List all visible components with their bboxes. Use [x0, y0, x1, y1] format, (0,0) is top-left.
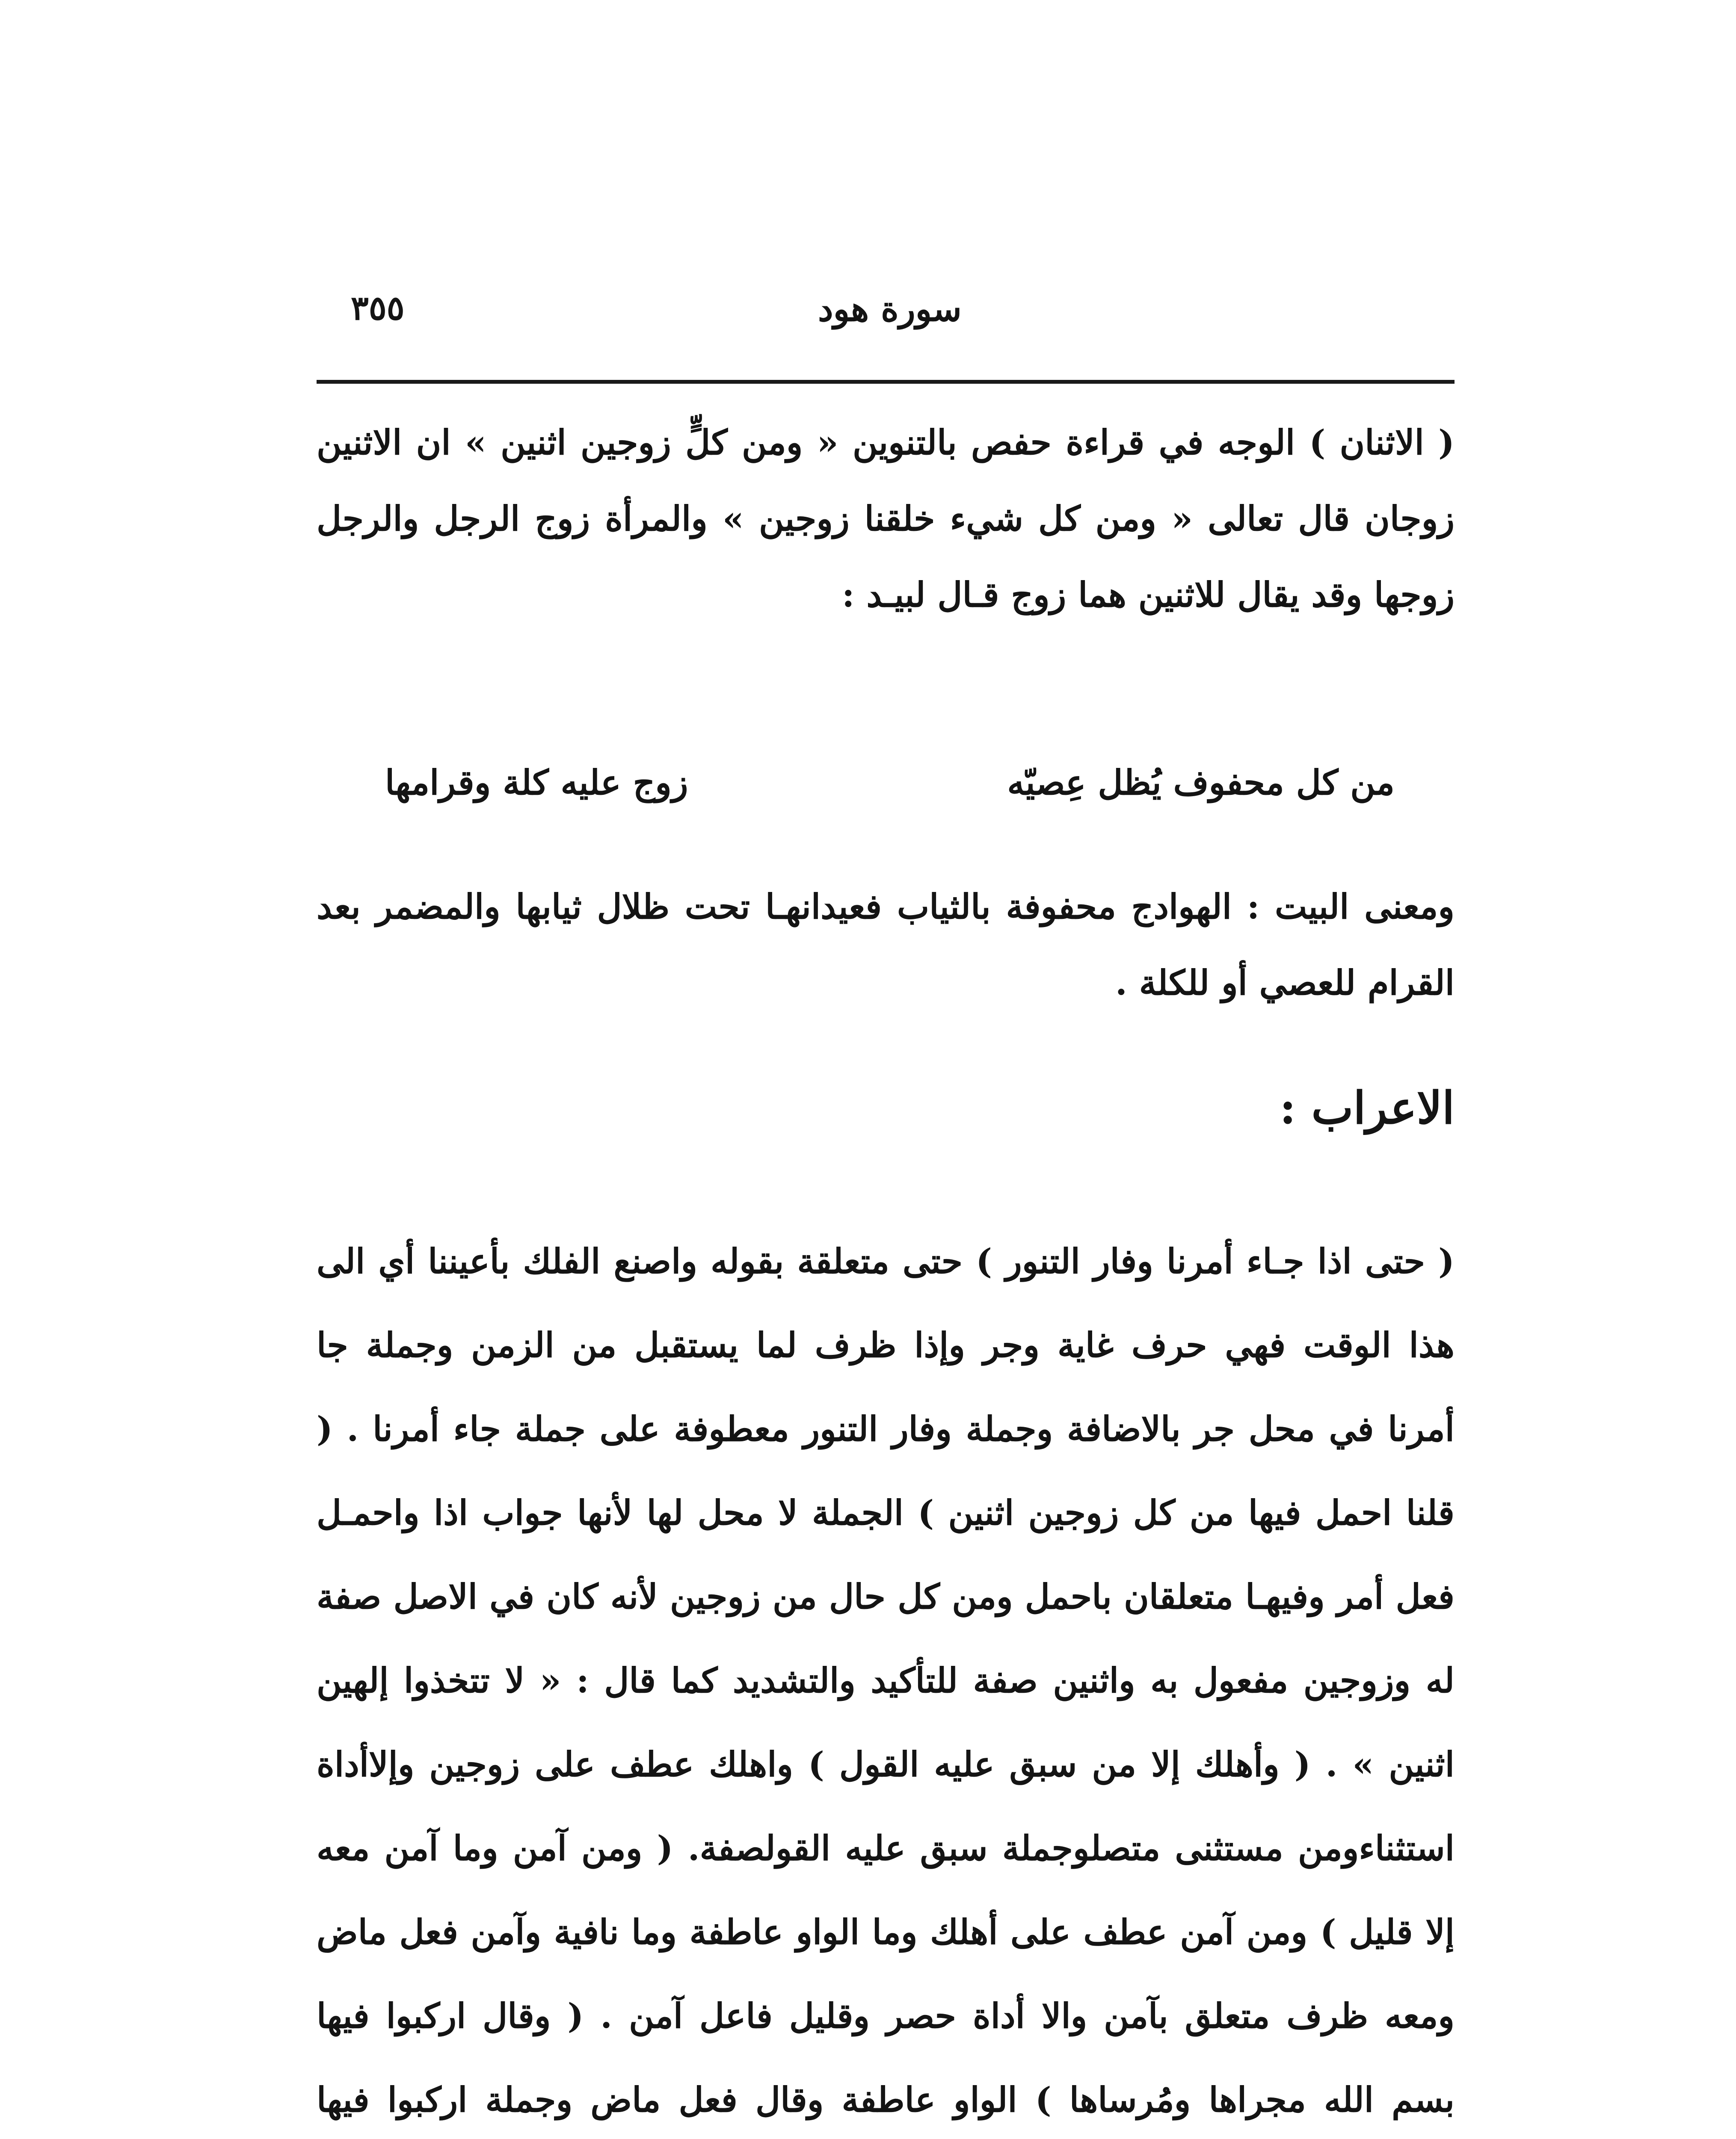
irab-heading: الاعراب :	[1279, 1081, 1455, 1134]
verse-second-hemistich: زوج عليه كلة وقرامها	[385, 762, 688, 803]
verse-first-hemistich: من كل محفوف يُظل عِصيّه	[1007, 762, 1395, 803]
header-divider	[317, 380, 1455, 384]
meaning-paragraph	[317, 868, 1455, 1021]
definition-text: ( الاثنان ) الوجه في قراءة حفص بالتنوين « ومن كلٍّ زوجين اثنين » ان الاثنين زوجان قال تعالى « ومن كل شيء خلقنا زوجين » والمرأة زوج الرجل والرجل زوجها وقد يقال للاثنين هما زوج قـال لبيـد :	[317, 422, 1455, 615]
page-number: ٣٥٥	[351, 289, 405, 328]
definition-paragraph	[317, 404, 1455, 633]
page-header	[325, 280, 1455, 353]
meaning-text: ومعنى البيت : الهوادج محفوفة بالثياب فعيدانهـا تحت ظلال ثيابها والمضمر بعد القرام للعصي أو للكلة .	[317, 886, 1455, 1003]
irab-paragraph	[317, 1219, 1455, 2139]
surah-title: سورة هود	[818, 289, 962, 329]
irab-text: ( حتى اذا جـاء أمرنا وفار التنور ) حتى متعلقة بقوله واصنع الفلك بأعيننا أي الى هذا الوقت فهي حرف غاية وجر وإذا ظرف لما يستقبل من الزمن وجملة جا أمرنا في محل جر بالاضافة وجملة وفار التنور معطوفة على جملة جاء أمرنا . ( قلنا احمل فيها من كل زوجين اثنين ) الجملة لا محل لها لأنها جواب اذا واحمـل فعل أمر وفيهـا متعلقان باحمل ومن كل حال من زوجين لأنه كان في الاصل صفة له وزوجين مفعول به واثنين صفة للتأكيد والتشديد كما قال : « لا تتخذوا إلهين اثنين » . ( وأهلك إلا من سبق عليه القول ) واهلك عطف على زوجين وإلاأداة استثناءومن مستثنى متصلوجملة سبق عليه القولصفة. ( ومن آمن وما آمن معه إلا قليل ) ومن آمن عطف على أهلك وما الواو عاطفة وما نافية وآمن فعل ماض ومعه ظرف متعلق بآمن والا أداة حصر وقليل فاعل آمن . ( وقال اركبوا فيها بسم الله مجراها ومُرساها ) الواو عاطفة وقال فعل ماض وجملة اركبوا فيها	[317, 1241, 1455, 2120]
poetry-verse	[385, 744, 1395, 821]
